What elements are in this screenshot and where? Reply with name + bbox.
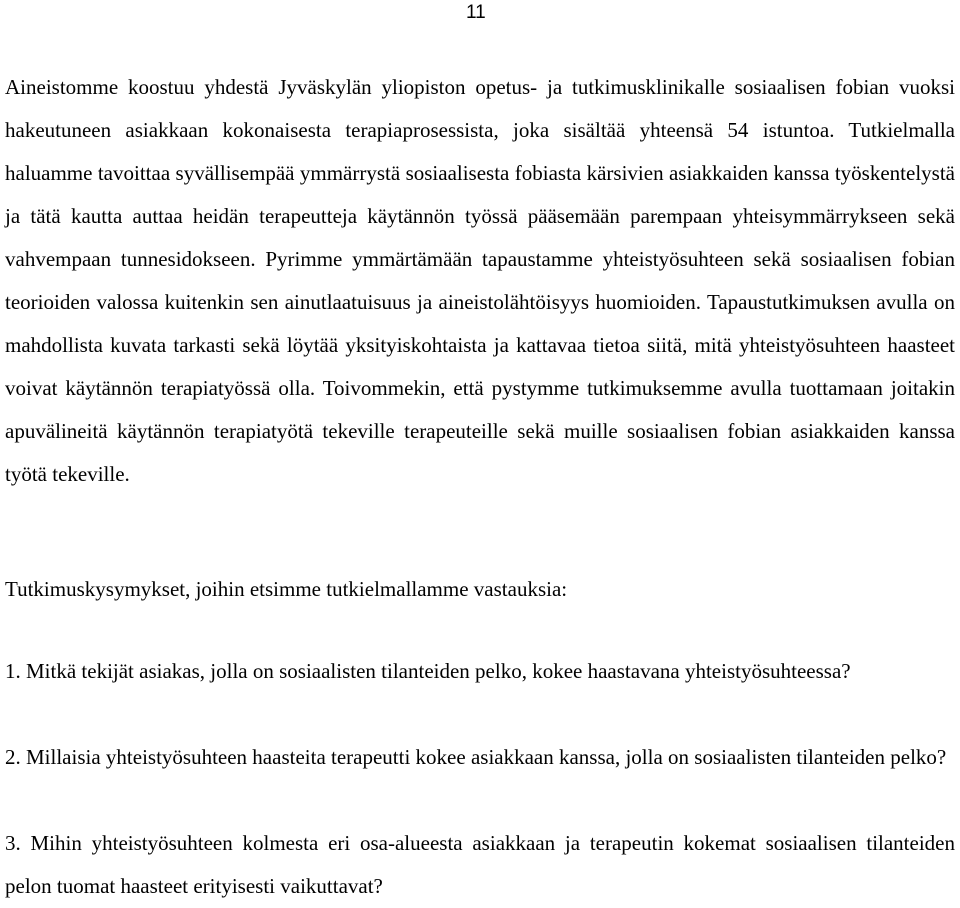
research-question-1: 1. Mitkä tekijät asiakas, jolla on sosiaalisten tilanteiden pelko, kokee haastavana yhteistyösuhteessa? xyxy=(5,659,851,683)
body-paragraph: Aineistomme koostuu yhdestä Jyväskylän yliopiston opetus- ja tutkimusklinikalle sosiaalisen fobian vuoksi hakeutuneen asiakkaan kokonaisesta terapiaprosessista, joka sisältää yhteensä 54 istuntoa. Tutkielmalla haluamme tavoittaa syvällisempää ymmärrystä sosiaalisesta fobiasta kärsivien asiakkaiden kanssa työskentelystä ja tätä kautta auttaa heidän terapeutteja käytännön työssä pääsemään parempaan yhteisymmärrykseen sekä vahvempaan tunnesidokseen. Pyrimme ymmärtämään tapaustamme yhteistyösuhteen sekä sosiaalisen fobian teorioiden valossa kuitenkin sen ainutlaatuisuus ja aineistolähtöisyys huomioiden. Tapaustutkimuksen avulla on mahdollista kuvata tarkasti sekä löytää yksityiskohtaista ja kattavaa tietoa siitä, mitä yhteistyösuhteen haasteet voivat käytännön terapiatyössä olla. Toivommekin, että pystymme tutkimuksemme avulla tuottamaan joitakin apuvälineitä käytännön terapiatyötä tekeville terapeuteille sekä muille sosiaalisen fobian asiakkaiden kanssa työtä tekeville. xyxy=(5,75,955,486)
research-question-2: 2. Millaisia yhteistyösuhteen haasteita terapeutti kokee asiakkaan kanssa, jolla on sosiaalisten tilanteiden pelko? xyxy=(5,745,947,769)
research-questions-heading: Tutkimuskysymykset, joihin etsimme tutkielmallamme vastauksia: xyxy=(5,577,568,601)
page-number: 11 xyxy=(466,2,486,23)
research-question-3: 3. Mihin yhteistyösuhteen kolmesta eri osa-alueesta asiakkaan ja terapeutin kokemat sosiaalisen tilanteiden pelon tuomat haasteet erityisesti vaikuttavat? xyxy=(5,831,955,898)
